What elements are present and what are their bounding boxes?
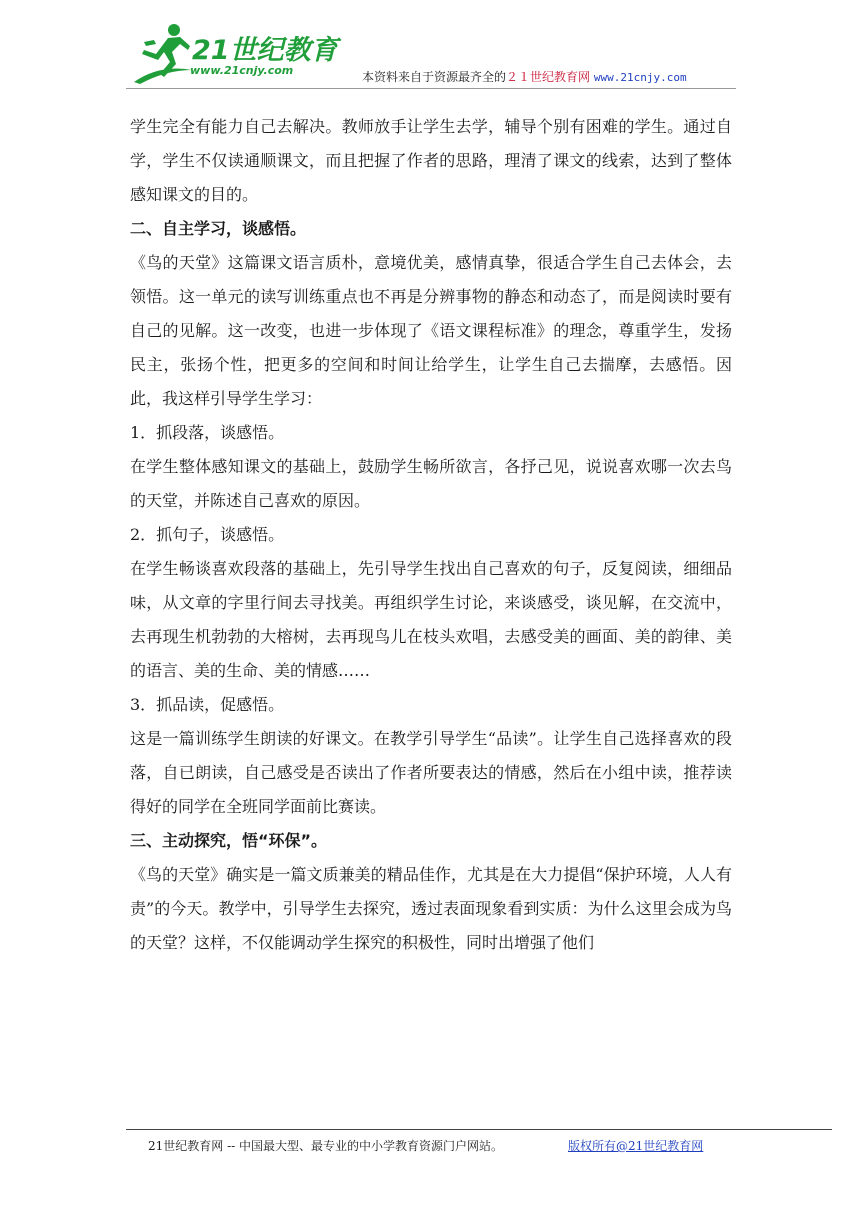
logo-text: 21世纪教育	[192, 35, 338, 66]
body-paragraph: 《鸟的天堂》这篇课文语言质朴，意境优美，感情真挚，很适合学生自己去体会，去领悟。这一单元的读写训练重点也不再是分辨事物的静态和动态了，而是阅读时要有自己的见解。这一改变，也进一步体现了《语文课程标准》的理念，尊重学生，发扬民主，张扬个性，把更多的空间和时间让给学生，让学生自己去揣摩，去感悟。因此，我这样引导学生学习：	[130, 253, 732, 408]
document-body	[130, 110, 732, 960]
header-divider	[126, 88, 736, 89]
body-paragraph: 在学生畅谈喜欢段落的基础上，先引导学生找出自己喜欢的句子，反复阅读，细细品味，从文章的字里行间去寻找美。再组织学生讨论，来谈感受，谈见解，在交流中，去再现生机勃勃的大榕树，去再现鸟儿在枝头欢唱，去感受美的画面、美的韵律、美的语言、美的生命、美的情感……	[130, 559, 732, 680]
body-paragraph: 在学生整体感知课文的基础上，鼓励学生畅所欲言，各抒己见，说说喜欢哪一次去鸟的天堂，并陈述自己喜欢的原因。	[130, 457, 732, 510]
section-heading: 二、自主学习，谈感悟。	[130, 219, 307, 238]
body-paragraph: 学生完全有能力自己去解决。教师放手让学生去学，辅导个别有困难的学生。通过自学，学生不仅读通顺课文，而且把握了作者的思路，理清了课文的线索，达到了整体感知课文的目的。	[130, 117, 732, 204]
header-note-url[interactable]: www.21cnjy.com	[593, 71, 687, 84]
site-logo[interactable]	[130, 20, 340, 86]
footer-divider	[126, 1129, 832, 1130]
body-paragraph: 这是一篇训练学生朗读的好课文。在教学引导学生“品读”。让学生自己选择喜欢的段落，自已朗读，自己感受是否读出了作者所要表达的情感，然后在小组中读，推荐读得好的同学在全班同学面前比赛读。	[130, 729, 732, 816]
body-paragraph: 3．抓品读，促感悟。	[130, 695, 285, 714]
footer-text: 21世纪教育网 -- 中国最大型、最专业的中小学教育资源门户网站。	[148, 1139, 504, 1153]
section-heading: 三、主动探究，悟“环保”。	[130, 831, 328, 850]
body-paragraph: 1．抓段落，谈感悟。	[130, 423, 285, 442]
logo-url: www.21cnjy.com	[190, 64, 294, 77]
header-note-site[interactable]: ２１世纪教育网	[506, 70, 591, 84]
body-paragraph: 《鸟的天堂》确实是一篇文质兼美的精品佳作，尤其是在大力提倡“保护环境，人人有责”的今天。教学中，引导学生去探究，透过表面现象看到实质：为什么这里会成为鸟的天堂？这样，不仅能调动学生探究的积极性，同时出增强了他们	[130, 865, 732, 952]
body-paragraph: 2．抓句子，谈感悟。	[130, 525, 285, 544]
page-header	[0, 0, 860, 100]
copyright-link[interactable]: 版权所有@21世纪教育网	[568, 1139, 704, 1153]
header-note-prefix: 本资料来自于资源最齐全的	[362, 70, 507, 84]
header-note	[362, 68, 687, 85]
